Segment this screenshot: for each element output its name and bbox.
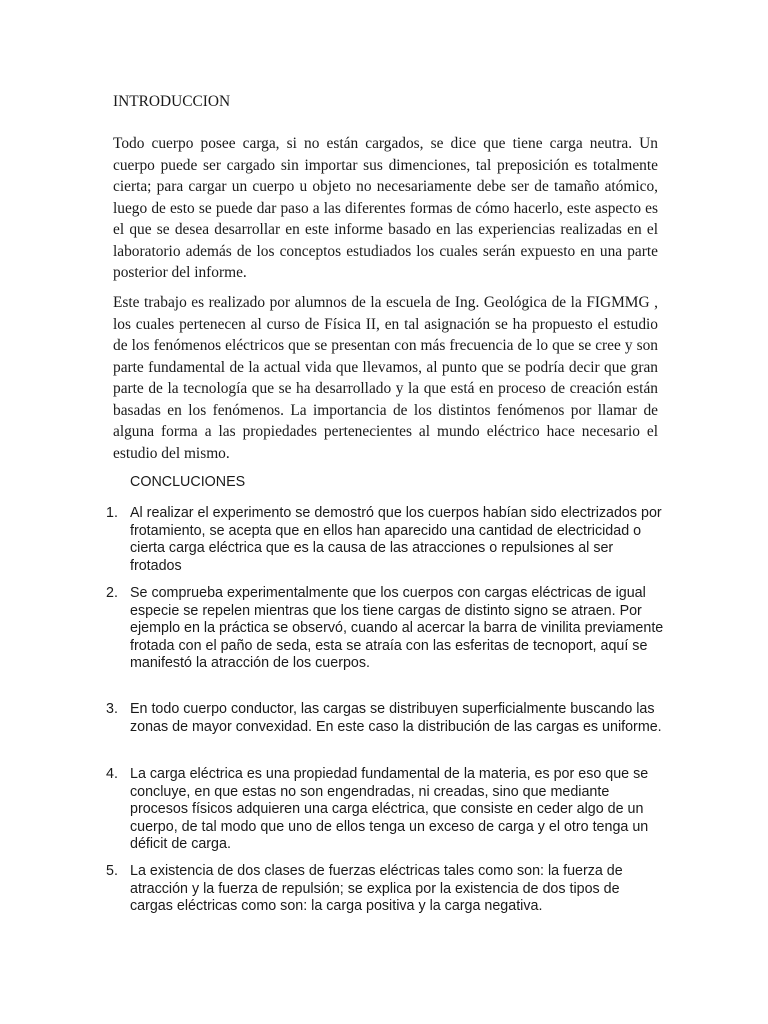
conclusion-number: 1. [106, 505, 118, 521]
conclusion-text: Se comprueba experimentalmente que los cuerpos con cargas eléctricas de igual especie se repelen mientras que los tiene cargas de distinto signo se atraen. Por ejemplo en la práctica se observó, cuando al acercar la barra de vinilita previamente frotada con el paño de seda, esta se atraía con las esferitas de tecnoport, aquí se manifestó la atracción de los cuerpos. [130, 585, 664, 671]
conclusion-number: 5. [106, 863, 118, 879]
conclusions-heading: CONCLUCIONES [130, 474, 246, 490]
conclusion-text: Al realizar el experimento se demostró que los cuerpos habían sido electrizados por frotamiento, se acepta que en ellos han aparecido una cantidad de electricidad o cierta carga eléctrica que es la causa de las atracciones o repulsiones al ser frotados [130, 505, 662, 574]
introduction-paragraph-1: Todo cuerpo posee carga, si no están cargados, se dice que tiene carga neutra. Un cuerpo puede ser cargado sin importar sus dimenciones, tal preposición es totalmente cierta; para cargar un cuerpo u objeto no necesariamente debe ser de tamaño atómico, luego de esto se puede dar paso a las diferentes formas de cómo hacerlo, este aspecto es el que se desea desarrollar en este informe basado en las experiencias realizadas en el laboratorio además de los conceptos estudiados los cuales serán expuesto en una parte posterior del informe. [113, 135, 658, 281]
introduction-heading: INTRODUCCION [113, 93, 231, 110]
conclusion-number: 4. [106, 766, 118, 782]
conclusion-text: En todo cuerpo conductor, las cargas se distribuyen superficialmente buscando las zonas de mayor convexidad. En este caso la distribución de las cargas es uniforme. [130, 701, 662, 735]
conclusion-text: La existencia de dos clases de fuerzas eléctricas tales como son: la fuerza de atracción y la fuerza de repulsión; se explica por la existencia de dos tipos de cargas eléctricas como son: la carga positiva y la carga negativa. [130, 863, 623, 914]
introduction-paragraph-2: Este trabajo es realizado por alumnos de la escuela de Ing. Geológica de la FIGMMG , los cuales pertenecen al curso de Física II, en tal asignación se ha propuesto el estudio de los fenómenos eléctricos que se presentan con más frecuencia de lo que se cree y son parte fundamental de la actual vida que llevamos, al punto que se podría decir que gran parte de la tecnología que se ha desarrollado y la que está en proceso de creación están basadas en los fenómenos. La importancia de los distintos fenómenos por llamar de alguna forma a las propiedades pertenecientes al mundo eléctrico hace necesario el estudio del mismo. [113, 294, 658, 462]
conclusion-number: 2. [106, 585, 118, 601]
conclusion-number: 3. [106, 701, 118, 717]
conclusion-text: La carga eléctrica es una propiedad fundamental de la materia, es por eso que se concluye, en que estas no son engendradas, ni creadas, sino que mediante procesos físicos adquieren una carga eléctrica, que consiste en ceder algo de un cuerpo, de tal modo que uno de ellos tenga un exceso de carga y el otro tenga un déficit de carga. [130, 766, 649, 852]
